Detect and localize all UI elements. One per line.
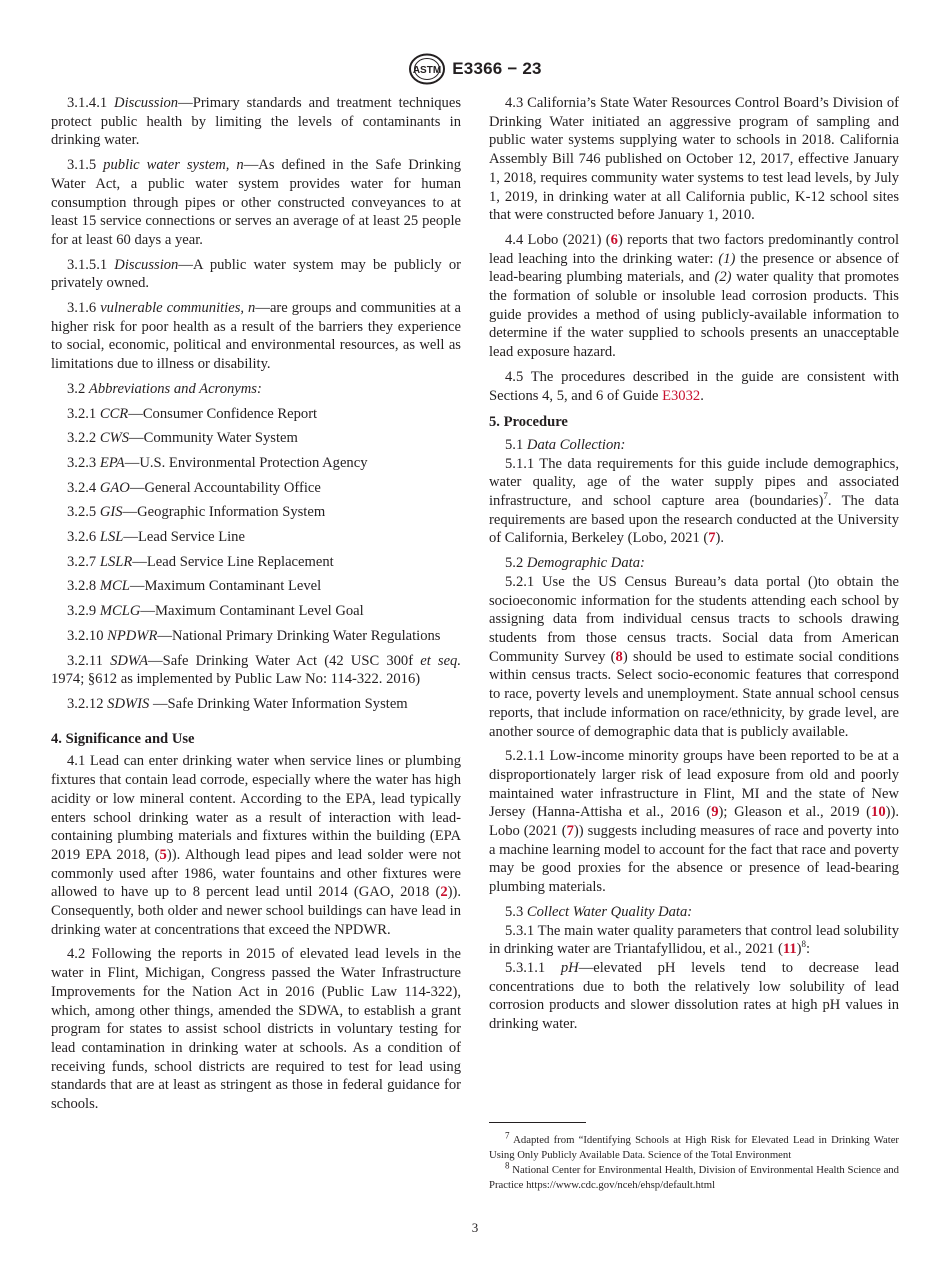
footnote-marker: 8 [801,939,807,950]
abbreviation-list [51,405,461,646]
reference-link[interactable]: 6 [610,231,618,248]
page-number: 3 [471,1220,479,1235]
section-5-3: 5.3 Collect Water Quality Data: [505,903,693,920]
logo-text: ASTM [413,65,442,76]
section-5-2-1-1: 5.2.1.1 Low-income minority groups have been reported to be at a disproportionately larger risk of lead exposure from old and poorly maintained water infrastructure in Flint, MI and the state of New Jersey (Hanna-Attisha et al., 2016 (9); Gleason et al., 2019 (10)). Lobo (2021 (7)) suggests including measures of race and poverty into a machine learning model to account for the fact that race and poverty may be good proxies for the absence or presence of lead-bearing plumbing materials. [489,748,899,896]
section-4-heading: 4. Significance and Use [51,730,195,747]
abbreviation-item: 3.2.6 LSL—Lead Service Line [67,529,245,546]
section-5-2-1: 5.2.1 Use the US Census Bureau’s data portal ()to obtain the socioeconomic information for the students attending each school by assigning data from individual census tracts to schools drawing students from those census tracts. Social data from American Community Survey (8) should be used to estimate social conditions within census tracts. Select socio-economic features that correspond to race, poverty levels and unemployment. State annual school census reports, that include information on race/ethnicity, by grade level, are another source of demographic data that is publicly available. [489,573,899,740]
abbreviation-item: 3.2.2 CWS—Community Water System [67,430,298,447]
right-column [489,94,899,1040]
section-5-3-1: 5.3.1 The main water quality parameters that control lead solubility in drinking water are Triantafyllidou, et al., 2021 $(11)^8$: [489,922,899,958]
section-3-2-11: 3.2.11 SDWA—Safe Drinking Water Act (42 USC 300f et seq. 1974; §612 as implemented by Public Law No: 114-322. 2016) [51,652,461,688]
footnotes [489,1130,899,1193]
guide-link-e3032[interactable]: E3032 [662,387,701,404]
section-4-4: 4.4 Lobo (2021) (6) reports that two factors predominantly control lead leaching into the drinking water: (1) the presence or absence of lead-bearing plumbing materials, and (2) water quality that promotes the formation of soluble or insoluble lead corrosion products. This guide provides a method of using publicly-available information to determine if the water supplied to schools presents an unacceptable lead exposure hazard. [489,231,899,361]
astm-logo-icon [408,53,446,85]
section-3-1-4-1: 3.1.4.1 Discussion—Primary standards and treatment techniques protect public health by limiting the levels of contaminants in drinking water. [51,95,462,149]
reference-link[interactable]: 7 [708,530,716,547]
section-3-2-12: 3.2.12 SDWIS —Safe Drinking Water Information System [67,695,408,712]
section-5-1-1: 5.1.1 The data requirements for this guide include demographics, water quality, age of the water supply pipes and associated infrastructure, and school capture area (boundaries)$^7$. The data requirements are based upon the research conducted at the University of California, Berkeley (Lobo, 2021 (7). [489,455,899,547]
footnote-item: $^7$ Adapted from “Identifying Schools at High Risk for Elevated Lead in Drinking Water Using Only Publicly Available Data. Science of the Total Environment [489,1130,899,1161]
section-3-1-5: 3.1.5 public water system, n—As defined in the Safe Drinking Water Act, a public water system provides water for human consumption through pipes or other constructed conveyances to at least 15 service connections or serves an average of at least 25 people for at least 60 days a year. [51,157,461,248]
abbreviation-item: 3.2.7 LSLR—Lead Service Line Replacement [67,553,334,570]
reference-link[interactable]: 9 [711,804,719,821]
section-5-2: 5.2 Demographic Data: [505,555,645,572]
abbreviation-item: 3.2.1 CCR—Consumer Confidence Report [67,405,318,422]
footnote-marker: 7 [823,491,828,502]
reference-link[interactable]: 7 [566,823,574,840]
section-4-3: 4.3 California’s State Water Resources Control Board’s Division of Drinking Water initiated an aggressive program of sampling and public water systems supplying water to schools in 2018. California Assembly Bill 746 published on October 12, 2017, effective January 1, 2018, requires community water systems to test lead levels, by July 1, 2019, in drinking water at all California public, K-12 school sites that were constructed before January 1, 2010. [489,95,899,224]
abbreviation-item: 3.2.9 MCLG—Maximum Contaminant Level Goal [67,603,364,620]
section-4-2: 4.2 Following the reports in 2015 of elevated lead levels in the water in Flint, Michigan, Congress passed the Water Infrastructure Improvements for the Nation Act in 2016 (Public Law 114-322), which, among other things, amended the SDWA, to establish a grant program for states to assist school districts in voluntary testing for lead contamination in drinking water at schools. As a condition of receiving funds, school districts are required to test for lead using standards that are at least as stringent as those in federal guidance for schools. [51,946,461,1113]
section-4-1: 4.1 Lead can enter drinking water when service lines or plumbing fixtures that contain lead corrode, especially where the water has high acidity or low mineral content. According to the EPA, lead typically enters school drinking water as a result of interaction with lead-containing plumbing materials and fixtures within the building (EPA 2019 EPA 2018, (5)). Although lead pipes and lead solder were not commonly used after 1986, water fountains and other fixtures were allowed to have up to 8 percent lead until 2014 (GAO, 2018 (2)). Consequently, both older and newer school buildings can have lead in drinking water at concentrations that exceed the NPDWR. [51,753,461,938]
left-column [51,94,461,1120]
reference-link[interactable]: 8 [615,648,623,665]
reference-link[interactable]: 2 [440,884,448,901]
abbreviation-item: 3.2.10 NPDWR—National Primary Drinking Water Regulations [67,627,441,644]
reference-link[interactable]: 5 [159,846,167,863]
section-5-1: 5.1 Data Collection: [505,436,626,453]
abbreviation-item: 3.2.4 GAO—General Accountability Office [67,479,321,496]
abbreviation-item: 3.2.8 MCL—Maximum Contaminant Level [67,578,322,595]
abbreviation-item: 3.2.3 EPA—U.S. Environmental Protection Agency [67,454,368,471]
document-designation: E3366 − 23 [452,59,542,78]
footnote-divider [489,1122,586,1123]
reference-link[interactable]: 11 [782,941,797,958]
reference-link[interactable]: 10 [871,804,886,821]
section-3-2: 3.2 Abbreviations and Acronyms: [67,380,262,397]
section-5-heading: 5. Procedure [489,414,568,431]
section-4-5: 4.5 The procedures described in the guide are consistent with Sections 4, 5, and 6 of Guide E3032. [489,368,899,404]
footnote-item: $^8$ National Center for Environmental Health, Division of Environmental Health Science and Practice https://www.cdc.gov/nceh/ehsp/default.html [489,1160,899,1191]
section-3-1-5-1: 3.1.5.1 Discussion—A public water system may be publicly or privately owned. [51,256,461,292]
section-5-3-1-1: 5.3.1.1 pH—elevated pH levels tend to decrease lead concentrations due to both the relatively low solubility of lead corrosion products and slower dissolution rates at high pH values in drinking water. [489,959,899,1033]
section-3-1-6: 3.1.6 vulnerable communities, n—are groups and communities at a higher risk for poor health as a result of the barriers they experience to social, economic, political and environmental resources, as well as limitations due to illness or disability. [51,300,461,373]
abbreviation-item: 3.2.5 GIS—Geographic Information System [67,504,326,521]
page-header [0,52,950,86]
